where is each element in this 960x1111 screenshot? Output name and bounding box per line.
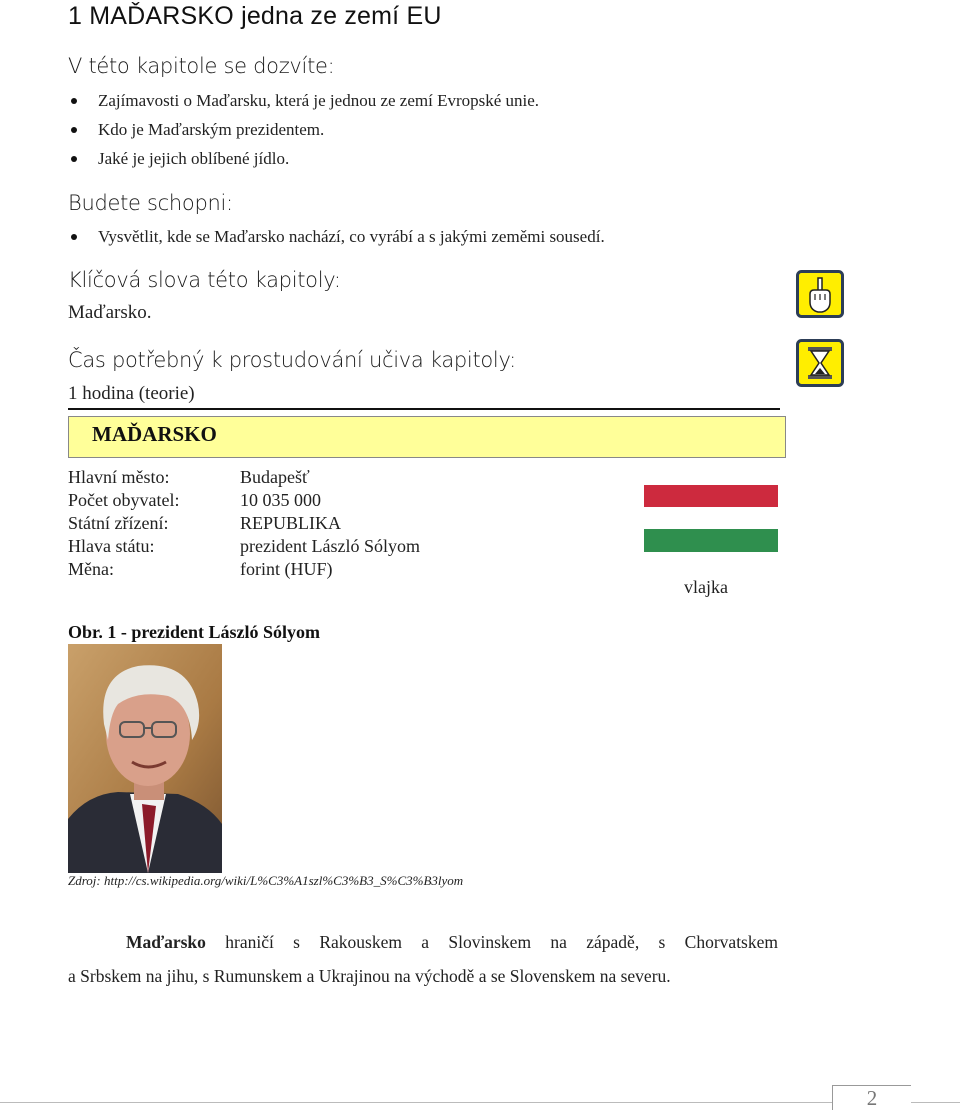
section-divider: [68, 408, 780, 410]
flag-stripe-white: [644, 507, 778, 529]
able-heading: Budete schopni:: [68, 191, 233, 215]
fact-value: REPUBLIKA: [240, 513, 342, 533]
able-list: [68, 222, 605, 251]
fact-label: Hlava státu:: [68, 536, 155, 556]
bold-lead: Maďarsko: [126, 932, 206, 952]
paragraph-line-1: [68, 932, 778, 953]
president-photo: [68, 644, 222, 873]
time-heading: Čas potřebný k prostudování učiva kapitoly:: [68, 348, 516, 372]
country-header-box: [68, 416, 786, 458]
country-name: MAĎARSKO: [92, 422, 217, 446]
fact-label: Počet obyvatel:: [68, 490, 180, 510]
image-source: Zdroj: http://cs.wikipedia.org/wiki/L%C3%A1szl%C3%B3_S%C3%B3lyom: [68, 873, 464, 888]
fact-label: Hlavní město:: [68, 467, 170, 487]
fact-value: forint (HUF): [240, 559, 333, 579]
fact-row: [68, 535, 420, 558]
flag-caption: vlajka: [684, 577, 728, 597]
country-facts: [68, 466, 420, 581]
list-item: Jaké je jejich oblíbené jídlo.: [68, 144, 539, 173]
pointing-finger-icon: [796, 270, 844, 318]
learn-list: [68, 86, 539, 173]
list-item: Kdo je Maďarským prezidentem.: [68, 115, 539, 144]
hourglass-icon: [796, 339, 844, 387]
time-text: 1 hodina (teorie): [68, 383, 195, 404]
learn-heading: V této kapitole se dozvíte:: [68, 54, 335, 78]
fact-value: 10 035 000: [240, 490, 321, 510]
list-item: Zajímavosti o Maďarsku, která je jednou ze zemí Evropské unie.: [68, 86, 539, 115]
flag-stripe-red: [644, 485, 778, 507]
fact-value: prezident László Sólyom: [240, 536, 420, 556]
fact-row: [68, 512, 420, 535]
figure-caption: Obr. 1 - prezident László Sólyom: [68, 622, 321, 642]
flag-stripe-green: [644, 529, 778, 552]
keywords-heading: Klíčová slova této kapitoly:: [68, 268, 341, 292]
fact-row: [68, 466, 420, 489]
list-item: Vysvětlit, kde se Maďarsko nachází, co vyrábí a s jakými zeměmi sousedí.: [68, 222, 605, 251]
fact-label: Měna:: [68, 559, 114, 579]
fact-row: [68, 558, 420, 581]
footer-line: [0, 1102, 960, 1103]
page-number: 2: [866, 1086, 878, 1110]
fact-row: [68, 489, 420, 512]
fact-value: Budapešť: [240, 467, 310, 487]
paragraph-line-2: a Srbskem na jihu, s Rumunskem a Ukrajinou na východě a se Slovenskem na severu.: [68, 966, 671, 986]
paragraph-text: hraničí s Rakouskem a Slovinskem na západě, s Chorvatskem: [205, 932, 778, 952]
chapter-title: 1 MAĎARSKO jedna ze zemí EU: [68, 2, 442, 30]
keywords-text: Maďarsko.: [68, 302, 152, 323]
fact-label: Státní zřízení:: [68, 513, 169, 533]
page-number-box: [832, 1085, 911, 1110]
